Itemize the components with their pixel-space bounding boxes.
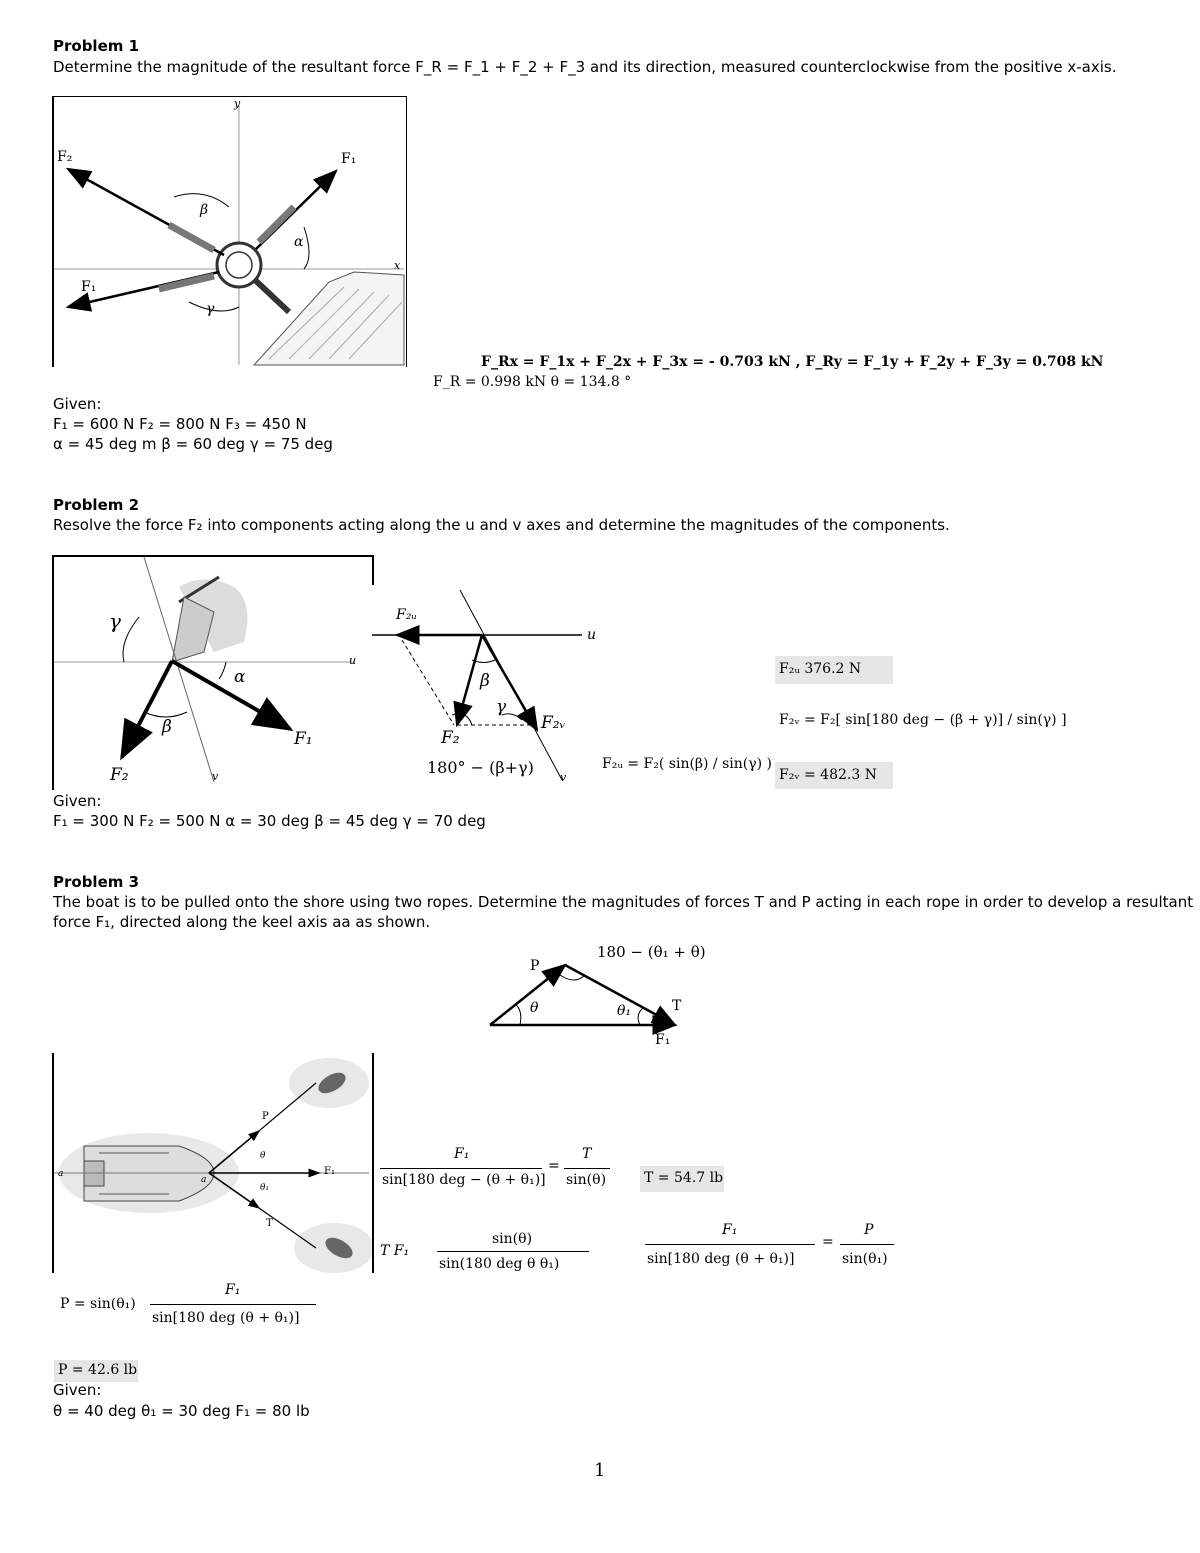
problem1-figure	[52, 96, 407, 367]
p1-label-x: x	[394, 259, 401, 272]
p2-tri-f2: F₂	[441, 728, 460, 748]
problem2-eq-f2v: F₂ᵥ = F₂[ sin[180 deg − (β + γ)] / sin(γ) ]	[779, 712, 1067, 728]
p3-eq2-left-num: F₁	[722, 1222, 738, 1238]
problem3-result-p: P = 42.6 lb	[58, 1362, 138, 1378]
p1-label-f3: F₁	[81, 279, 97, 295]
p3-eq-t-den: sin(180 deg θ θ₁)	[439, 1256, 560, 1272]
problem3-statement-line2: force F₁, directed along the keel axis aa as shown.	[53, 913, 431, 931]
p2-label-beta: β	[162, 717, 172, 737]
p3-eq2-right-num: P	[864, 1222, 874, 1238]
problem3-given-line: θ = 40 deg θ₁ = 30 deg F₁ = 80 lb	[53, 1402, 310, 1420]
problem1-result-line1: F_Rx = F_1x + F_2x + F_3x = - 0.703 kN , F_Ry = F_1y + F_2y + F_3y = 0.708 kN	[481, 354, 1104, 370]
p2-tri-u: u	[587, 627, 597, 643]
p2-tri-v: v	[560, 771, 567, 784]
problem2-statement: Resolve the force F₂ into components acting along the u and v axes and determine the magnitudes of the components.	[53, 516, 950, 534]
p3-eq-p-lhs: P = sin(θ₁)	[60, 1296, 136, 1312]
p2-label-alpha: α	[234, 667, 246, 687]
problem2-given-label: Given:	[53, 792, 102, 810]
p3-eq1-left-num: F₁	[454, 1146, 470, 1162]
problem1-given-line2: α = 45 deg m β = 60 deg γ = 75 deg	[53, 435, 333, 453]
p1-label-f2: F₂	[57, 149, 73, 165]
p3-eq1-right-bar	[564, 1168, 610, 1169]
p3-eq1-right-num: T	[582, 1146, 592, 1162]
problem2-eq-f2u: F₂ᵤ = F₂( sin(β) / sin(γ) )	[602, 756, 772, 772]
page-number: 1	[594, 1460, 606, 1481]
problem3-triangle	[485, 940, 725, 1055]
problem1-given-line1: F₁ = 600 N F₂ = 800 N F₃ = 450 N	[53, 415, 307, 433]
problem3-given-label: Given:	[53, 1381, 102, 1399]
p2-label-u: u	[349, 654, 357, 667]
problem2-figure	[52, 555, 374, 790]
p3-eq2-eq: =	[822, 1234, 834, 1250]
p3-eq2-left-den: sin[180 deg (θ + θ₁)]	[647, 1251, 795, 1267]
p3-tri-t: T	[672, 998, 682, 1014]
p3-fig-t: T	[266, 1218, 273, 1229]
p3-eq1-right-den: sin(θ)	[566, 1172, 607, 1188]
p3-tri-theta: θ	[530, 1000, 539, 1016]
p3-tri-theta1: θ₁	[617, 1003, 632, 1019]
p3-eq-p-bar	[150, 1304, 316, 1305]
p2-tri-gamma: γ	[496, 697, 507, 717]
problem2-title: Problem 2	[53, 496, 140, 514]
p2-tri-f2u: F₂ᵤ	[396, 607, 417, 623]
p3-eq-p-num: F₁	[225, 1282, 241, 1298]
problem1-given-label: Given:	[53, 395, 102, 413]
problem3-statement-line1: The boat is to be pulled onto the shore using two ropes. Determine the magnitudes of forces T and P acting in each rope in order to develop a resultant	[53, 893, 1194, 911]
problem1-statement: Determine the magnitude of the resultant force F_R = F_1 + F_2 + F_3 and its direction, measured counterclockwise from the positive x-axis.	[53, 58, 1117, 76]
p3-eq2-right-den: sin(θ₁)	[842, 1251, 888, 1267]
p1-label-gamma: γ	[206, 301, 215, 317]
p3-eq1-left-bar	[380, 1168, 542, 1169]
p3-fig-f1: F₁	[324, 1166, 335, 1177]
p3-tri-angle: 180 − (θ₁ + θ)	[597, 943, 706, 961]
problem2-result-f2u: F₂ᵤ 376.2 N	[779, 661, 862, 677]
problem1-title: Problem 1	[53, 37, 140, 55]
p3-fig-a-right: a	[201, 1175, 207, 1185]
p2-tri-f2v: F₂ᵥ	[541, 713, 566, 733]
problem3-figure	[52, 1053, 374, 1273]
p2-label-f1: F₁	[294, 729, 313, 749]
p1-label-alpha: α	[294, 234, 304, 250]
p3-tri-p: P	[530, 958, 540, 974]
p3-eq1-left-den: sin[180 deg − (θ + θ₁)]	[382, 1172, 546, 1188]
p1-label-beta: β	[200, 202, 209, 218]
p3-eq-p-den: sin[180 deg (θ + θ₁)]	[152, 1310, 300, 1326]
problem2-given-line: F₁ = 300 N F₂ = 500 N α = 30 deg β = 45 deg γ = 70 deg	[53, 812, 486, 830]
p2-label-gamma: γ	[109, 609, 121, 633]
p2-tri-angle: 180° − (β+γ)	[427, 758, 534, 777]
p3-eq2-left-bar	[645, 1244, 815, 1245]
problem1-result-line2: F_R = 0.998 kN θ = 134.8 °	[433, 374, 632, 390]
p3-fig-theta1: θ₁	[260, 1183, 270, 1193]
p3-fig-a-left: a	[58, 1169, 64, 1179]
p3-eq-t-lhs: T F₁	[380, 1243, 410, 1259]
p3-eq2-right-bar	[840, 1244, 894, 1245]
p1-label-f1: F₁	[341, 151, 357, 167]
p2-label-v: v	[212, 770, 219, 783]
p3-fig-theta: θ	[260, 1151, 266, 1161]
problem3-result-t: T = 54.7 lb	[644, 1170, 724, 1186]
p1-label-y: y	[234, 97, 241, 110]
p3-fig-p: P	[262, 1111, 269, 1122]
problem2-result-f2v: F₂ᵥ = 482.3 N	[779, 767, 877, 783]
p3-eq-t-num: sin(θ)	[492, 1231, 533, 1247]
p3-eq-t-bar	[437, 1251, 589, 1252]
problem2-triangle	[372, 585, 602, 790]
p3-tri-f1: F₁	[655, 1032, 671, 1048]
p2-tri-beta: β	[480, 671, 490, 691]
p2-label-f2: F₂	[110, 765, 129, 785]
p3-eq1-eq: =	[548, 1158, 560, 1174]
problem3-title: Problem 3	[53, 873, 140, 891]
